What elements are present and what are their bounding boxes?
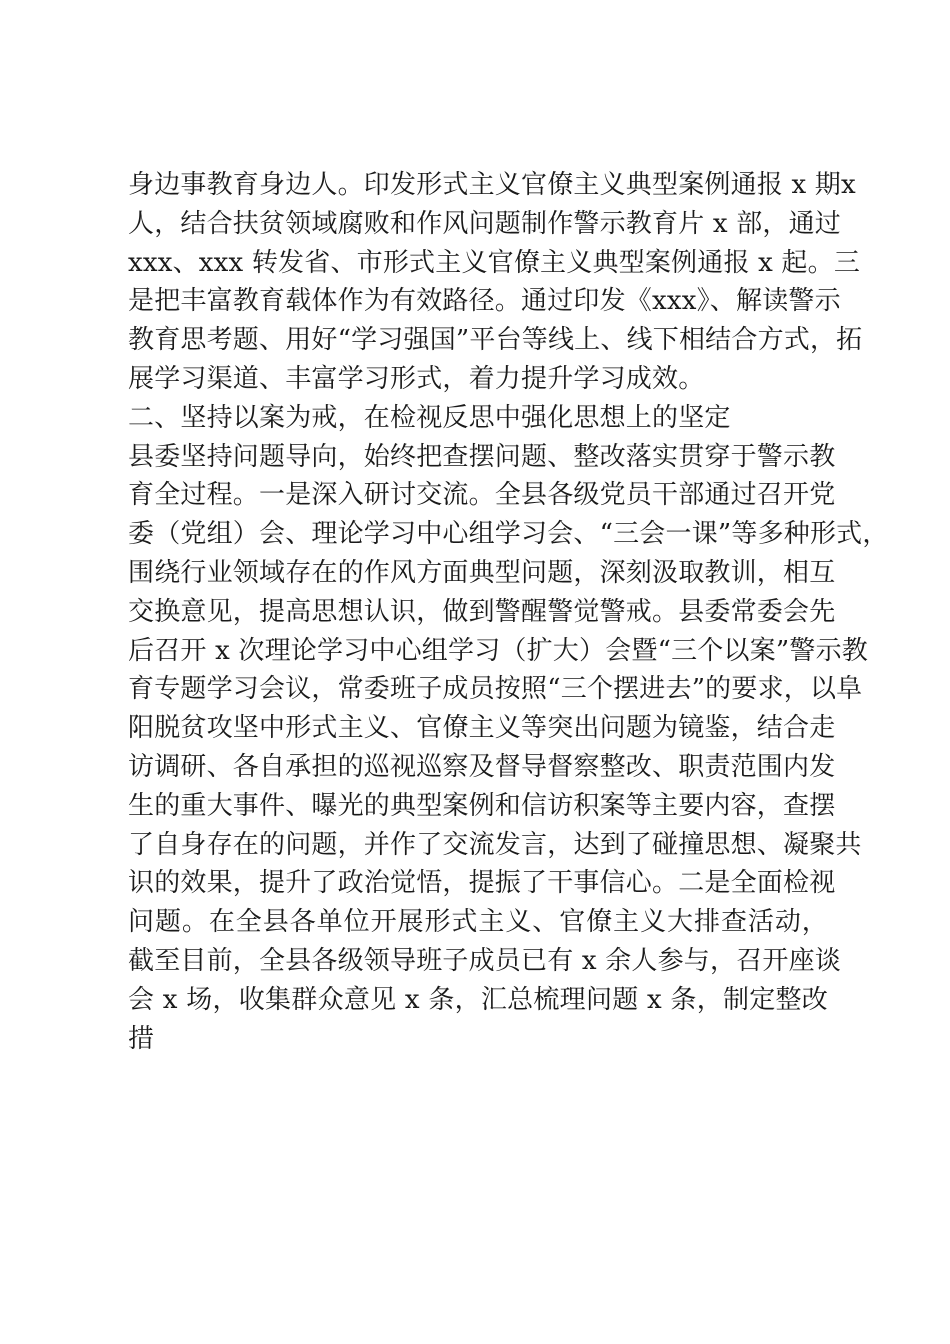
text-line: 了自身存在的问题，并作了交流发言，达到了碰撞思想、凝聚共 <box>128 829 862 860</box>
text-line: 交换意见，提高思想认识，做到警醒警觉警戒。县委常委会先 <box>128 596 836 627</box>
text-line: 身边事教育身边人。印发形式主义官僚主义典型案例通报 x 期x <box>128 170 856 200</box>
text-line: 识的效果，提升了政治觉悟，提振了干事信心。二是全面检视 <box>128 868 836 899</box>
text-line: 人，结合扶贫领域腐败和作风问题制作警示教育片 x 部，通过 <box>128 208 841 239</box>
text-line: 育专题学习会议，常委班子成员按照“三个摆进去”的要求，以阜 <box>128 674 863 705</box>
document-body <box>128 166 889 1058</box>
text-line: xxx、xxx 转发省、市形式主义官僚主义典型案例通报 x 起。三 <box>128 247 861 278</box>
text-line: 截至目前，全县各级领导班子成员已有 x 余人参与，召开座谈 <box>128 945 841 976</box>
text-line: 问题。在全县各单位开展形式主义、官僚主义大排查活动， <box>128 907 828 938</box>
text-line: 是把丰富教育载体作为有效路径。通过印发《xxx》、解读警示 <box>128 286 841 317</box>
text-line: 县委坚持问题导向，始终把查摆问题、整改落实贯穿于警示教 <box>128 441 836 472</box>
text-line: 阳脱贫攻坚中形式主义、官僚主义等突出问题为镜鉴，结合走 <box>128 713 836 744</box>
text-line: 展学习渠道、丰富学习形式，着力提升学习成效。 <box>128 363 705 394</box>
text-line: 生的重大事件、曝光的典型案例和信访积案等主要内容，查摆 <box>128 790 836 821</box>
text-line: 措 <box>128 1023 155 1054</box>
text-line: 访调研、各自承担的巡视巡察及督导督察整改、职责范围内发 <box>128 751 836 782</box>
text-line: 教育思考题、用好“学习强国”平台等线上、线下相结合方式，拓 <box>128 325 863 356</box>
text-line: 育全过程。一是深入研讨交流。全县各级党员干部通过召开党 <box>128 480 836 511</box>
text-line: 会 x 场，收集群众意见 x 条，汇总梳理问题 x 条，制定整改 <box>128 984 828 1015</box>
text-line: 委（党组）会、理论学习中心组学习会、“三会一课”等多种形式， <box>128 519 889 550</box>
section-heading: 二、坚持以案为戒，在检视反思中强化思想上的坚定 <box>128 402 731 433</box>
text-line: 后召开 x 次理论学习中心组学习（扩大）会暨“三个以案”警示教 <box>128 635 868 666</box>
text-line: 围绕行业领域存在的作风方面典型问题，深刻汲取教训，相互 <box>128 557 836 588</box>
